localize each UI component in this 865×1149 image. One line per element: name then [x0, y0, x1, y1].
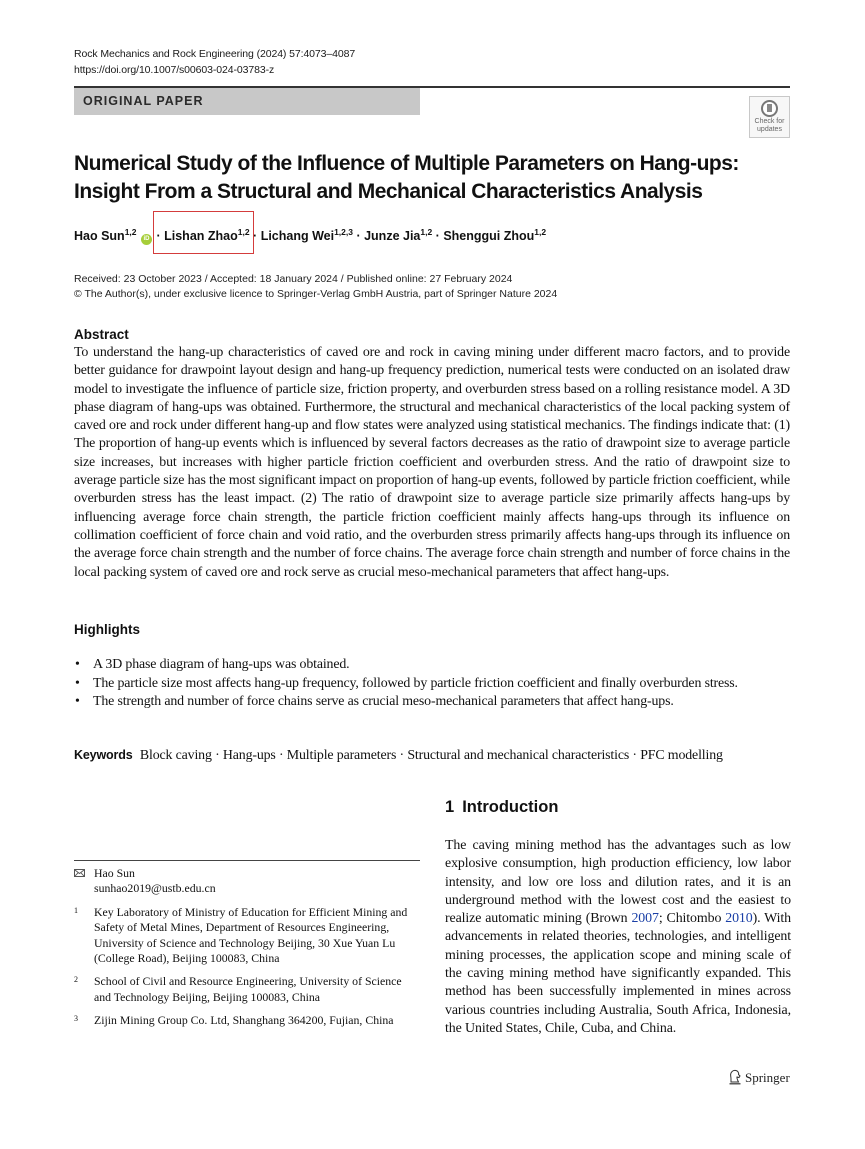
- footnotes: [74, 866, 420, 1037]
- intro-text-part: The caving mining method has the advantages such as low explosive consumption, high production efficiency, low labor intensity, and low ore loss and dilution rates, and it is an underground method with the lowest cost and the easiest to realize automatic mining (Brown: [445, 838, 791, 927]
- author-separator: ·: [153, 229, 165, 243]
- author-separator: ·: [352, 229, 365, 243]
- highlight-item: • The strength and number of force chains serve as crucial meso-mechanical parameters that affect hang-ups.: [74, 693, 814, 712]
- dates-line: Received: 23 October 2023 / Accepted: 18 January 2024 / Published online: 27 February 2024: [74, 273, 513, 285]
- keywords: [74, 748, 723, 764]
- introduction-text: [445, 837, 791, 1038]
- keywords-text: Block caving · Hang-ups · Multiple parameters · Structural and mechanical characteristics · PFC modelling: [139, 748, 723, 763]
- author-name[interactable]: Shenggui Zhou: [443, 229, 535, 243]
- author-affiliation: 1,2: [237, 227, 250, 237]
- author-name[interactable]: Lichang Wei: [260, 229, 335, 243]
- affiliation-marker: 3: [74, 1014, 78, 1024]
- author-affiliation: 1,2: [420, 227, 433, 237]
- affiliation-text: Zijin Mining Group Co. Ltd, Shanghang 364200, Fujian, China: [94, 1013, 394, 1028]
- section-number: 1: [445, 798, 455, 816]
- title-line-2: Insight From a Structural and Mechanical Characteristics Analysis: [74, 180, 703, 203]
- check-for-updates-button[interactable]: [749, 96, 790, 138]
- intro-text-part: ). With advancements in related theories, technologies, and intelligent mining processes, the application scope and mining scale of the caving mining method have significantly expanded. This method has been successfully implemented in mines across various countries including Australia, South Africa, Indonesia, the United States, Chile, Cuba, and China.: [445, 911, 791, 1036]
- citation-link[interactable]: 2007: [631, 911, 659, 927]
- highlight-item: • A 3D phase diagram of hang-ups was obtained.: [74, 656, 814, 675]
- section-title: Introduction: [462, 798, 559, 816]
- copyright-line: © The Author(s), under exclusive licence to Springer-Verlag GmbH Austria, part of Springer Nature 2024: [74, 288, 558, 300]
- publication-dates: [74, 272, 557, 302]
- publisher-logo: [728, 1069, 790, 1089]
- author-list: [74, 229, 546, 245]
- author-name[interactable]: Hao Sun: [74, 229, 125, 243]
- paper-title: [74, 150, 774, 206]
- journal-citation: Rock Mechanics and Rock Engineering (2024) 57:4073–4087: [74, 48, 356, 60]
- check-updates-line1: Check for: [754, 118, 785, 125]
- affiliation: [74, 905, 420, 967]
- author-affiliation: 1,2,3: [334, 227, 353, 237]
- author-affiliation: 1,2: [534, 227, 547, 237]
- publisher-name: Springer: [745, 1070, 790, 1085]
- highlights-list: [74, 656, 814, 712]
- doi-link[interactable]: https://doi.org/10.1007/s00603-024-03783-z: [74, 64, 275, 76]
- check-updates-line2: updates: [757, 126, 782, 133]
- affiliation-marker: 2: [74, 975, 78, 985]
- footnote-rule: [74, 860, 420, 861]
- corresponding-author: [74, 866, 420, 897]
- author-separator: ·: [249, 229, 261, 243]
- author-affiliation: 1,2: [124, 227, 137, 237]
- keywords-label: Keywords: [74, 748, 133, 762]
- author-separator: ·: [432, 229, 444, 243]
- abstract-heading: Abstract: [74, 327, 129, 342]
- introduction-heading: [445, 798, 558, 817]
- corresponding-name: Hao Sun: [94, 866, 135, 880]
- highlights-heading: Highlights: [74, 622, 140, 637]
- title-line-1: Numerical Study of the Influence of Multiple Parameters on Hang-ups:: [74, 152, 739, 175]
- abstract-text: To understand the hang-up characteristics of caved ore and rock in caving mining under different macro factors, and to provide better guidance for drawpoint layout design and hang-up frequency prediction, numerical tests were conducted on an isolated draw model to investigate the influence of particle size, friction property, and overburden stress based on a rolling resistance model. A 3D phase diagram of hang-ups was obtained. Furthermore, the structural and mechanical characteristics of the local packing system of caved ore and rock under different hang-up and flow states were analyzed using statistical mechanics. The findings indicate that: (1) The proportion of hang-up events which is influenced by several factors decreases as the ratio of drawpoint size to average particle size increases, but increases with higher particle friction coefficient and overburden stress. And the ratio of drawpoint size to average particle size has the most significant impact on proportion of hang-up events, followed by particle friction coefficient, while overburden stress has the least impact. (2) The ratio of drawpoint size to average particle size primarily affects hang-ups by influencing average force chain strength, the particle friction coefficient mainly affects hang-ups through its influence on collimation coefficient of force chain and void ratio, and the overburden stress primarily affects hang-ups through its influence on the average force chain strength and the number of force chains. The average force chain strength and number of force chains in the local packing system of caved ore and rock serve as crucial meso-mechanical parameters that affect hang-ups.: [74, 345, 790, 580]
- intro-text-part: ; Chitombo: [658, 911, 726, 927]
- highlight-item: • The particle size most affects hang-up frequency, followed by particle friction coefficient and finally overburden stress.: [74, 675, 814, 694]
- author-name[interactable]: Junze Jia: [364, 229, 421, 243]
- affiliation: [74, 1013, 420, 1028]
- affiliation: [74, 974, 420, 1005]
- springer-knight-icon: [728, 1069, 742, 1089]
- paper-type-banner: ORIGINAL PAPER: [74, 88, 420, 115]
- author-name[interactable]: Lishan Zhao: [164, 229, 238, 243]
- affiliation-text: Key Laboratory of Ministry of Education for Efficient Mining and Safety of Metal Mines, Department of Resources Engineering, University of Science and Technology Beijing, 30 Xue Yuan Lu (College Road), Beijing 100083, China: [94, 904, 408, 966]
- affiliation-marker: 1: [74, 905, 78, 915]
- corresponding-email[interactable]: sunhao2019@ustb.edu.cn: [94, 881, 216, 896]
- citation-link[interactable]: 2010: [725, 911, 753, 927]
- envelope-icon: [74, 869, 85, 877]
- affiliation-text: School of Civil and Resource Engineering, University of Science and Technology Beijing, Beijing 100083, China: [94, 974, 402, 1004]
- journal-meta: [74, 46, 355, 78]
- check-for-updates-icon: [761, 100, 778, 117]
- orcid-icon[interactable]: iD: [141, 234, 152, 245]
